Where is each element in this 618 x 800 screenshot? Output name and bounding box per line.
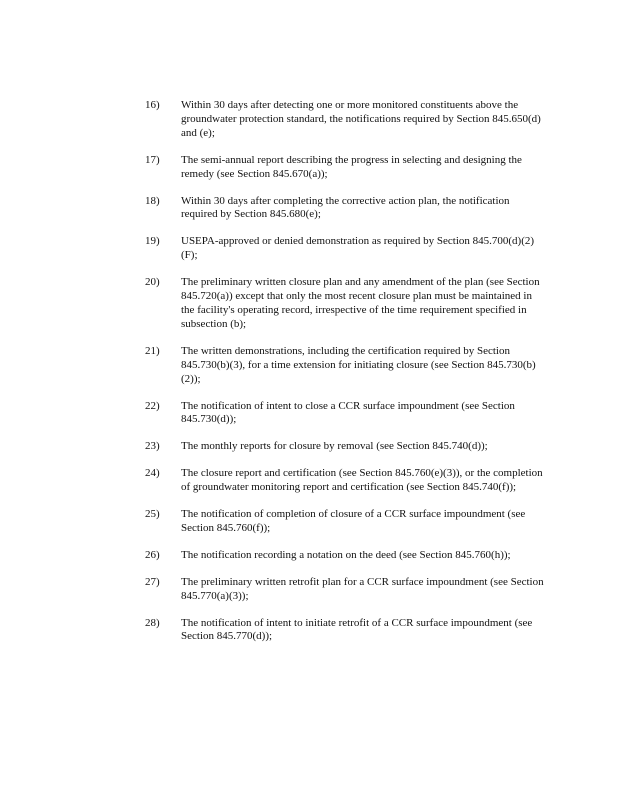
item-text: The notification recording a notation on the deed (see Section 845.760(h)); (181, 548, 511, 561)
list-item (145, 576, 545, 604)
item-number: 22) (145, 399, 160, 412)
list-item (145, 235, 545, 263)
item-number: 19) (145, 235, 160, 248)
item-text: The monthly reports for closure by removal (see Section 845.740(d)); (181, 440, 488, 453)
item-number: 16) (145, 99, 160, 111)
list-item (145, 99, 545, 141)
list-item (145, 440, 545, 454)
item-number: 24) (145, 467, 160, 480)
list-item (145, 467, 545, 495)
item-text: USEPA-approved or denied demonstration as required by Section 845.700(d)(2)(F); (181, 235, 535, 262)
item-text: The semi-annual report describing the progress in selecting and designing the remedy (see Section 845.670(a)); (181, 153, 522, 180)
list-item (145, 195, 545, 223)
item-text: The preliminary written retrofit plan for a CCR surface impoundment (see Section 845.770(a)(3)); (181, 575, 544, 602)
list-item (145, 276, 545, 332)
list-item (145, 400, 545, 428)
recordkeeping-list (145, 99, 545, 657)
item-text: The notification of intent to initiate retrofit of a CCR surface impoundment (see Section 845.770(d)); (181, 616, 533, 643)
item-text: Within 30 days after detecting one or more monitored constituents above the groundwater protection standard, the notifications required by Section 845.650(d) and (e); (181, 99, 541, 139)
item-text: Within 30 days after completing the corrective action plan, the notification required by Section 845.680(e); (181, 194, 510, 221)
list-item (145, 617, 545, 645)
item-text: The preliminary written closure plan and any amendment of the plan (see Section 845.720(a)) except that only the most recent closure plan must be maintained in the facility's operating record, irrespective of the time requirement specified in subsection (b); (181, 276, 540, 330)
item-number: 23) (145, 440, 160, 453)
list-item (145, 154, 545, 182)
item-text: The written demonstrations, including the certification required by Section 845.730(b)(3), for a time extension for initiating closure (see Section 845.730(b)(2)); (181, 344, 536, 385)
list-item (145, 549, 545, 563)
item-text: The closure report and certification (see Section 845.760(e)(3)), or the completion of groundwater monitoring report and certification (see Section 845.740(f)); (181, 467, 543, 494)
item-text: The notification of completion of closure of a CCR surface impoundment (see Section 845.760(f)); (181, 508, 526, 534)
list-item (145, 345, 545, 387)
item-number: 18) (145, 194, 160, 207)
item-number: 21) (145, 344, 160, 357)
list-item (145, 508, 545, 536)
item-number: 25) (145, 508, 160, 521)
item-text: The notification of intent to close a CCR surface impoundment (see Section 845.730(d)); (181, 399, 515, 426)
item-number: 27) (145, 575, 160, 588)
item-number: 26) (145, 548, 160, 561)
item-number: 17) (145, 153, 160, 166)
item-number: 28) (145, 616, 160, 629)
item-number: 20) (145, 276, 160, 289)
